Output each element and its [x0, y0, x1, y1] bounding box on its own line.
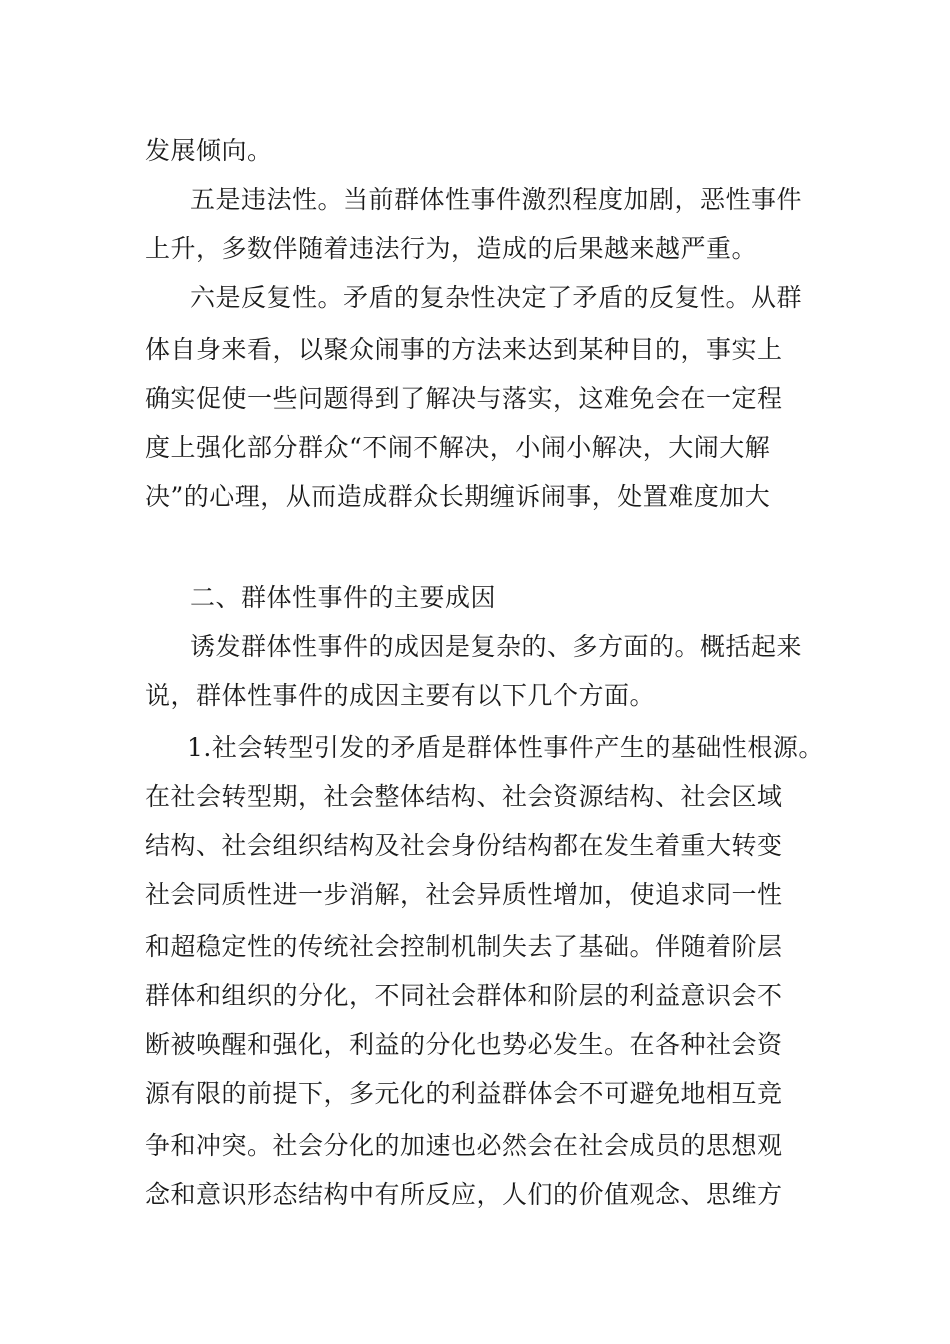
text-line: 上升，多数伴随着违法行为，造成的后果越来越严重。: [145, 234, 758, 263]
text-line: 源有限的前提下，多元化的利益群体会不可避免地相互竞: [145, 1079, 783, 1108]
paragraph-cause-1: 1.社会转型引发的矛盾是群体性事件产生的基础性根源。: [187, 733, 824, 762]
text-line: 社会同质性进一步消解，社会异质性增加，使追求同一性: [145, 880, 783, 909]
paragraph-causes-intro: 诱发群体性事件的成因是复杂的、多方面的。概括起来: [190, 632, 803, 661]
text-line: 体自身来看，以聚众闹事的方法来达到某种目的，事实上: [145, 335, 783, 364]
text-line: 争和冲突。社会分化的加速也必然会在社会成员的思想观: [145, 1131, 783, 1160]
text-line: 度上强化部分群众“不闹不解决，小闹小解决，大闹大解: [145, 433, 771, 462]
text-line: 断被唤醒和强化，利益的分化也势必发生。在各种社会资: [145, 1030, 783, 1059]
text-line: 群体和组织的分化，不同社会群体和阶层的利益意识会不: [145, 981, 783, 1010]
section-heading: 二、群体性事件的主要成因: [190, 583, 497, 612]
text-line: 确实促使一些问题得到了解决与落实，这难免会在一定程: [145, 384, 783, 413]
text-line: 发展倾向。: [145, 136, 273, 165]
text-line: 和超稳定性的传统社会控制机制失去了基础。伴随着阶层: [145, 932, 783, 961]
text-line: 在社会转型期，社会整体结构、社会资源结构、社会区域: [145, 782, 783, 811]
paragraph-5-illegality: 五是违法性。当前群体性事件激烈程度加剧，恶性事件: [190, 185, 803, 214]
paragraph-6-repetitiveness: 六是反复性。矛盾的复杂性决定了矛盾的反复性。从群: [190, 283, 803, 312]
text-line: 念和意识形态结构中有所反应，人们的价值观念、思维方: [145, 1180, 783, 1209]
text-line: 说，群体性事件的成因主要有以下几个方面。: [145, 681, 656, 710]
text-line: 结构、社会组织结构及社会身份结构都在发生着重大转变: [145, 831, 783, 860]
text-line: 决”的心理，从而造成群众长期缠诉闹事，处置难度加大: [145, 482, 771, 511]
